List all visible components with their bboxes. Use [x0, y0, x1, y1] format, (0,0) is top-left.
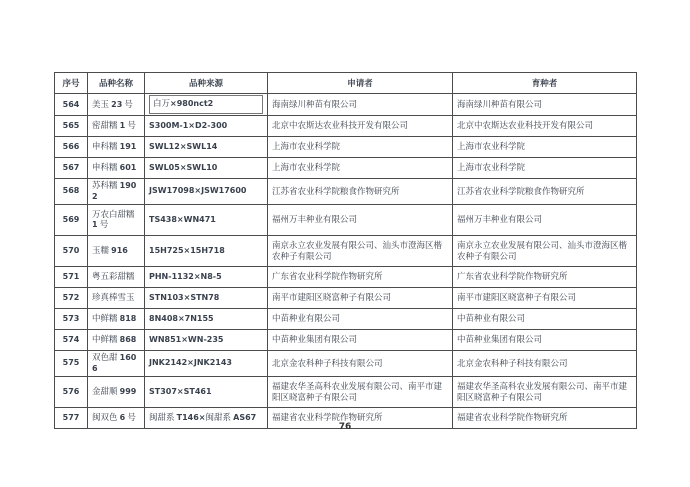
cell-breeder: 中苗种业有限公司	[453, 308, 637, 329]
cell-applicant: 福建省农业科学院作物研究所	[268, 407, 453, 428]
table-body	[55, 94, 637, 429]
cell-serial: 566	[55, 136, 88, 157]
cell-breeder: 海南绿川种苗有限公司	[453, 94, 637, 116]
table-row	[55, 376, 637, 407]
cell-breeder: 北京金农科种子科技有限公司	[453, 350, 637, 376]
cell-applicant: 广东省农业科学院作物研究所	[268, 266, 453, 287]
cell-breeder: 北京中农斯达农业科技开发有限公司	[453, 115, 637, 136]
cell-applicant: 中苗种业集团有限公司	[268, 329, 453, 350]
cell-serial: 573	[55, 308, 88, 329]
header-breeder: 育种者	[453, 73, 637, 94]
cell-breeder: 江苏省农业科学院粮食作物研究所	[453, 178, 637, 204]
cell-applicant: 江苏省农业科学院粮食作物研究所	[268, 178, 453, 204]
cell-variety-source: S300M-1×D2-300	[145, 115, 268, 136]
cell-applicant: 南京永立农业发展有限公司、汕头市澄海区楷农种子有限公司	[268, 235, 453, 266]
header-serial: 序号	[55, 73, 88, 94]
cell-breeder: 福建农华圣高科农业发展有限公司、南平市建阳区晓富种子有限公司	[453, 376, 637, 407]
cell-variety-source: 闽甜系 T146×闽甜系 AS67	[145, 407, 268, 428]
table-row	[55, 235, 637, 266]
cell-variety-source: TS438×WN471	[145, 204, 268, 235]
cell-applicant: 福州万丰种业有限公司	[268, 204, 453, 235]
cell-serial: 574	[55, 329, 88, 350]
cell-serial: 572	[55, 287, 88, 308]
table-row	[55, 115, 637, 136]
cell-variety-source: SWL12×SWL14	[145, 136, 268, 157]
cell-serial: 564	[55, 94, 88, 116]
table-header	[55, 73, 637, 94]
header-applicant: 申请者	[268, 73, 453, 94]
cell-variety-source: SWL05×SWL10	[145, 157, 268, 178]
cell-variety-name: 闽双色 6 号	[88, 407, 145, 428]
cell-serial: 565	[55, 115, 88, 136]
table-row	[55, 350, 637, 376]
cell-breeder: 南平市建阳区晓富种子有限公司	[453, 287, 637, 308]
source-value-box: 白万×980nct2	[149, 95, 263, 114]
table-row	[55, 308, 637, 329]
cell-breeder: 中苗种业集团有限公司	[453, 329, 637, 350]
cell-variety-name: 密甜糯 1 号	[88, 115, 145, 136]
cell-breeder: 上海市农业科学院	[453, 157, 637, 178]
cell-variety-source: STN103×STN78	[145, 287, 268, 308]
cell-applicant: 海南绿川种苗有限公司	[268, 94, 453, 116]
variety-registry-table	[54, 72, 637, 429]
cell-applicant: 南平市建阳区晓富种子有限公司	[268, 287, 453, 308]
cell-variety-source: JNK2142×JNK2143	[145, 350, 268, 376]
cell-applicant: 福建农华圣高科农业发展有限公司、南平市建阳区晓富种子有限公司	[268, 376, 453, 407]
cell-applicant: 中苗种业有限公司	[268, 308, 453, 329]
header-variety-source: 品种来源	[145, 73, 268, 94]
cell-breeder: 上海市农业科学院	[453, 136, 637, 157]
cell-variety-name: 中鲜糯 868	[88, 329, 145, 350]
cell-variety-name: 万农白甜糯 1 号	[88, 204, 145, 235]
table-row	[55, 287, 637, 308]
cell-variety-name: 中鲜糯 818	[88, 308, 145, 329]
cell-variety-name: 苏科糯 1902	[88, 178, 145, 204]
cell-variety-source: 15H725×15H718	[145, 235, 268, 266]
cell-serial: 577	[55, 407, 88, 428]
cell-applicant: 北京金农科种子科技有限公司	[268, 350, 453, 376]
cell-variety-source: 8N408×7N155	[145, 308, 268, 329]
cell-variety-source: ST307×ST461	[145, 376, 268, 407]
cell-variety-source	[145, 94, 268, 116]
cell-variety-name: 粤五彩甜糯	[88, 266, 145, 287]
cell-variety-name: 金甜顺 999	[88, 376, 145, 407]
cell-variety-name: 申科糯 601	[88, 157, 145, 178]
cell-variety-source: WN851×WN-235	[145, 329, 268, 350]
cell-breeder: 福州万丰种业有限公司	[453, 204, 637, 235]
table-row	[55, 329, 637, 350]
cell-variety-source: PHN-1132×N8-5	[145, 266, 268, 287]
cell-serial: 567	[55, 157, 88, 178]
cell-breeder: 广东省农业科学院作物研究所	[453, 266, 637, 287]
cell-serial: 575	[55, 350, 88, 376]
table-row	[55, 136, 637, 157]
cell-breeder: 福建省农业科学院作物研究所	[453, 407, 637, 428]
page-number: 76	[338, 422, 352, 432]
cell-applicant: 上海市农业科学院	[268, 157, 453, 178]
cell-serial: 569	[55, 204, 88, 235]
cell-serial: 570	[55, 235, 88, 266]
cell-serial: 571	[55, 266, 88, 287]
cell-applicant: 北京中农斯达农业科技开发有限公司	[268, 115, 453, 136]
cell-variety-name: 双色甜 1606	[88, 350, 145, 376]
cell-variety-name: 玉糯 916	[88, 235, 145, 266]
cell-variety-name: 珍真棒雪玉	[88, 287, 145, 308]
table-row	[55, 94, 637, 116]
cell-variety-source: JSW17098×JSW17600	[145, 178, 268, 204]
cell-variety-name: 美玉 23 号	[88, 94, 145, 116]
cell-serial: 568	[55, 178, 88, 204]
table-row	[55, 204, 637, 235]
cell-serial: 576	[55, 376, 88, 407]
table-row	[55, 266, 637, 287]
cell-breeder: 南京永立农业发展有限公司、汕头市澄海区楷农种子有限公司	[453, 235, 637, 266]
cell-variety-name: 申科糯 191	[88, 136, 145, 157]
table-row	[55, 178, 637, 204]
header-variety-name: 品种名称	[88, 73, 145, 94]
table-row	[55, 157, 637, 178]
cell-applicant: 上海市农业科学院	[268, 136, 453, 157]
